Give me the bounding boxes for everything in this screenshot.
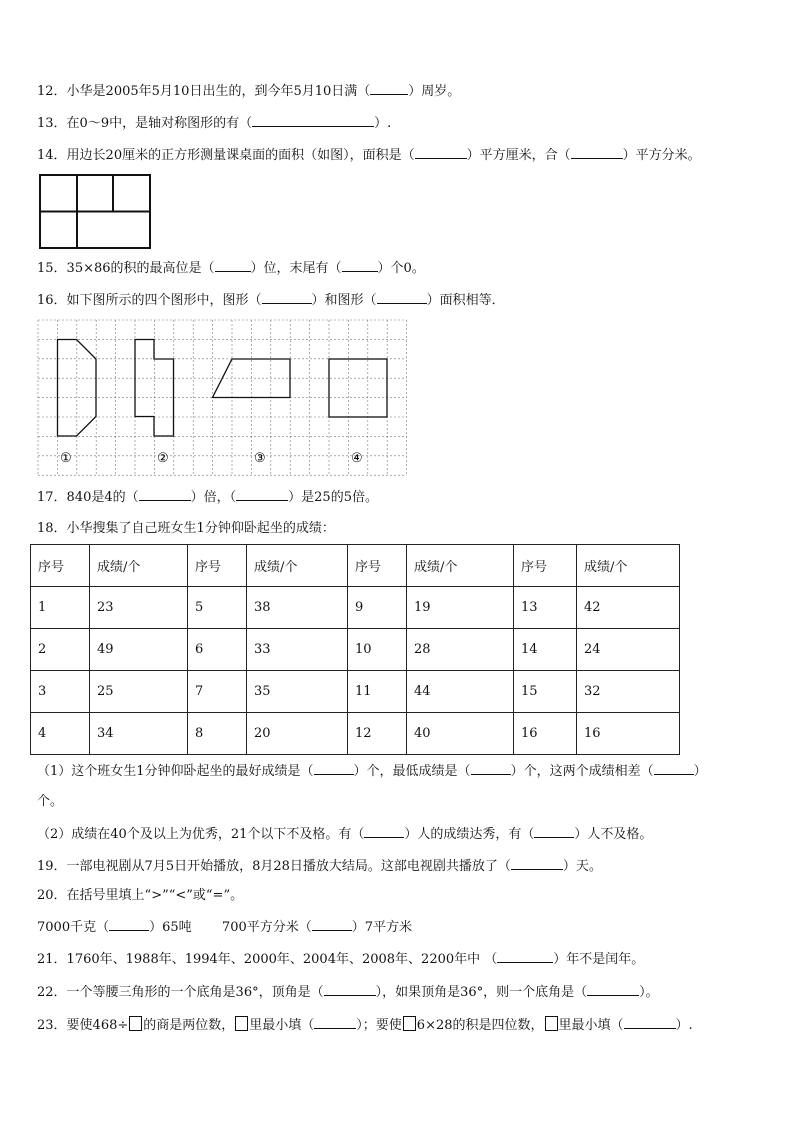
table-row [31,671,680,713]
table-row [31,629,680,671]
shape-4 [329,359,387,417]
table-header: 成绩/个 [90,545,188,587]
table-header-row [31,545,680,587]
answer-blank[interactable] [471,762,511,775]
answer-blank[interactable] [377,291,427,304]
table-cell: 9 [348,587,407,629]
table-cell: 49 [90,629,188,671]
table-cell: 42 [577,587,680,629]
question-15: 15．35×86的积的最高位是（ ）位，末尾有（ ）个0。 [37,261,425,276]
table-row [31,587,680,629]
table-cell: 13 [514,587,577,629]
shape-label: ④ [351,451,363,466]
table-cell: 20 [247,713,348,755]
table-cell: 8 [188,713,247,755]
table-cell: 40 [407,713,514,755]
table-cell: 16 [514,713,577,755]
table-cell: 6 [188,629,247,671]
shape-label: ① [60,451,72,466]
table-cell: 2 [31,629,90,671]
question-22: 22．一个等腰三角形的一个底角是36°，顶角是（ ），如果顶角是36°，则一个底角是（ ）。 [37,985,659,1000]
shape-label: ② [157,451,169,466]
table-cell: 23 [90,587,188,629]
table-cell: 32 [577,671,680,713]
answer-blank[interactable] [415,146,467,159]
table-cell: 25 [90,671,188,713]
table-cell: 1 [31,587,90,629]
answer-blank[interactable] [314,762,354,775]
table-header: 序号 [348,545,407,587]
table-cell: 5 [188,587,247,629]
answer-blank[interactable] [497,950,553,963]
table-cell: 44 [407,671,514,713]
answer-blank[interactable] [314,1016,356,1029]
question-20-items: 7000千克（ ）65吨 700平方分米（ ）7平方米 [37,920,413,935]
table-header: 序号 [514,545,577,587]
answer-blank[interactable] [312,918,352,931]
table-cell: 12 [348,713,407,755]
answer-blank[interactable] [624,1016,676,1029]
question-16: 16．如下图所示的四个图形中，图形（ ）和图形（ ）面积相等． [37,293,505,308]
answer-blank[interactable] [571,146,623,159]
table-header: 成绩/个 [407,545,514,587]
grid-shapes-figure [37,319,409,477]
table-cell: 7 [188,671,247,713]
answer-blank[interactable] [654,762,694,775]
question-18-intro: 18．小华搜集了自己班女生1分钟仰卧起坐的成绩： [37,521,335,536]
table-cell: 19 [407,587,514,629]
table-header: 成绩/个 [577,545,680,587]
digit-box [545,1016,558,1031]
table-cell: 28 [407,629,514,671]
answer-blank[interactable] [370,82,408,95]
answer-blank[interactable] [215,259,251,272]
question-23: 23．要使468÷ 的商是两位数， 里最小填（ ）；要使 6×28的积是四位数， 里最小填（ ）. [37,1018,693,1033]
table-cell: 24 [577,629,680,671]
table-cell: 33 [247,629,348,671]
question-17: 17．840是4的（ ）倍，（ ）是25的5倍。 [37,490,378,505]
question-20-title: 20．在括号里填上“>”“<”或“=”。 [37,888,244,903]
table-cell: 11 [348,671,407,713]
answer-blank[interactable] [364,825,404,838]
question-19: 19．一部电视剧从7月5日开始播放，8月28日播放大结局。这部电视剧共播放了（ ）天。 [37,859,602,874]
table-row [31,713,680,755]
table-cell: 38 [247,587,348,629]
table-header: 序号 [188,545,247,587]
table-cell: 34 [90,713,188,755]
answer-blank[interactable] [534,825,574,838]
table-cell: 15 [514,671,577,713]
question-18-sub1: （1）这个班女生1分钟仰卧起坐的最好成绩是（ ）个，最低成绩是（ ）个，这两个成绩相差（ ） [37,764,707,779]
shape-label: ③ [254,451,266,466]
table-header: 序号 [31,545,90,587]
answer-blank[interactable] [252,114,374,127]
question-13: 13．在0～9中，是轴对称图形的有（ ）. [37,116,392,131]
answer-blank[interactable] [511,857,563,870]
question-14: 14．用边长20厘米的正方形测量课桌面的面积（如图），面积是（ ）平方厘米，合（ ）平方分米。 [37,148,701,163]
table-header: 成绩/个 [247,545,348,587]
question-21: 21．1760年、1988年、1994年、2000年、2004年、2008年、2200年中 （ ）年不是闰年。 [37,952,645,967]
answer-blank[interactable] [262,291,312,304]
table-cell: 4 [31,713,90,755]
table-cell: 3 [31,671,90,713]
question-18-sub2: （2）成绩在40个及以上为优秀，21个以下不及格。有（ ）人的成绩达秀，有（ ）人不及格。 [37,827,653,842]
answer-blank[interactable] [342,259,378,272]
question-12: 12．小华是2005年5月10日出生的，到今年5月10日满（ ）周岁。 [37,84,461,99]
shape-2 [135,340,174,437]
answer-blank[interactable] [236,488,288,501]
digit-box[interactable] [403,1016,416,1031]
table-cell: 16 [577,713,680,755]
answer-blank[interactable] [109,918,149,931]
answer-blank[interactable] [324,983,376,996]
table-cell: 14 [514,629,577,671]
table-cell: 35 [247,671,348,713]
answer-blank[interactable] [587,983,639,996]
table-cell: 10 [348,629,407,671]
digit-box [235,1016,248,1031]
question-18-sub1-cont: 个。 [37,794,64,809]
desk-measurement-figure [39,174,153,251]
digit-box[interactable] [129,1016,142,1031]
scores-table [30,544,680,755]
answer-blank[interactable] [139,488,191,501]
